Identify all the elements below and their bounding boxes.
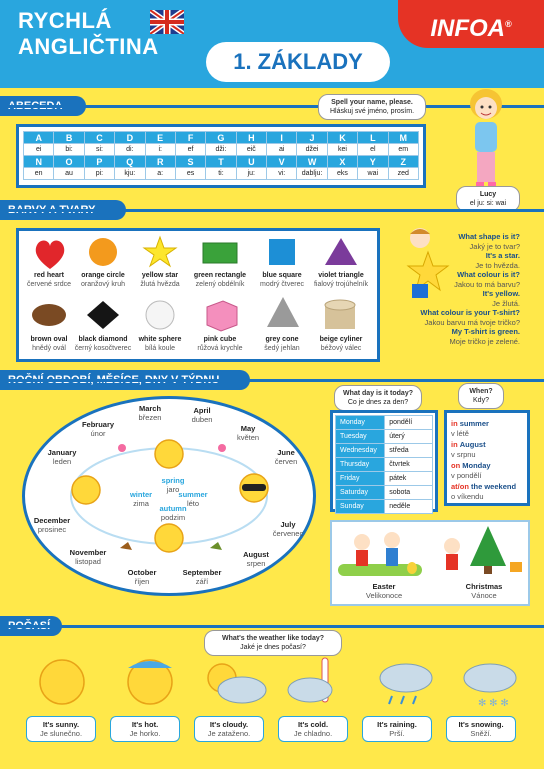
- brand-name: INFOA: [430, 15, 506, 42]
- weather-label: [362, 716, 432, 742]
- alphabet-letter: G: [206, 132, 236, 144]
- day-row: [336, 444, 433, 458]
- flower-icon: [218, 444, 226, 452]
- day-cz: sobota: [385, 486, 433, 500]
- alphabet-letter: A: [24, 132, 54, 144]
- easter-egg-icon: [407, 562, 417, 574]
- poster-title: [18, 8, 159, 60]
- girl-lucy-illustration: [458, 88, 514, 198]
- alphabet-sound-row: [24, 168, 419, 180]
- day-en: Monday: [336, 416, 385, 430]
- month-en: April: [193, 406, 211, 415]
- month-en: August: [243, 550, 269, 559]
- subtitle: 1. ZÁKLADY: [206, 42, 390, 82]
- shape-name-cz: černý kosočtverec: [74, 345, 132, 352]
- alphabet-sound: ju:: [236, 168, 266, 180]
- shape-label: [73, 271, 133, 289]
- when-word: the weekend: [471, 482, 517, 491]
- alphabet-sound-row: [24, 144, 419, 156]
- alphabet-letter: Z: [388, 156, 419, 168]
- triangle-icon: [325, 238, 357, 265]
- month-en: March: [138, 404, 162, 413]
- weather-question: What's the weather like today?: [221, 635, 325, 642]
- month-en: December: [33, 516, 71, 525]
- day-cz: úterý: [385, 430, 433, 444]
- shape-name-en: green rectangle: [193, 272, 247, 279]
- qa-question: What colour is it?: [457, 270, 520, 279]
- alphabet-letter: T: [206, 156, 236, 168]
- day-row: [336, 500, 433, 514]
- shape-label: [73, 335, 133, 353]
- weather-en: It's cold.: [297, 720, 329, 729]
- shape-label: [130, 271, 190, 289]
- month-label: [226, 424, 270, 442]
- day-en: Wednesday: [336, 444, 385, 458]
- month-en: October: [127, 568, 157, 577]
- shape-name-cz: béžový válec: [320, 345, 362, 352]
- alphabet-sound: dablju:: [297, 168, 327, 180]
- svg-text:✻ ✻ ✻: ✻ ✻ ✻: [478, 698, 509, 709]
- leaf-icon: [120, 542, 132, 550]
- when-box: [444, 410, 530, 506]
- title-line-1: RYCHLÁ: [18, 8, 112, 33]
- season-cz: jaro: [166, 485, 180, 494]
- shape-label: [252, 335, 312, 353]
- lucy-name: Lucy: [479, 191, 497, 198]
- month-label: [30, 516, 74, 534]
- month-label: [128, 404, 172, 422]
- holidays-box: [330, 520, 530, 606]
- alphabet-letter: L: [358, 132, 388, 144]
- weather-cz: Je slunečno.: [39, 729, 83, 738]
- alphabet-letter: C: [84, 132, 114, 144]
- day-cz: pondělí: [385, 416, 433, 430]
- day-en: Friday: [336, 472, 385, 486]
- section-rule: [0, 625, 544, 628]
- month-en: January: [47, 448, 77, 457]
- leaf-icon: [210, 542, 222, 550]
- shape-label: [130, 335, 190, 353]
- sunny-icon: [40, 660, 84, 704]
- alphabet-sound: au: [54, 168, 84, 180]
- sun-autumn-icon: [155, 524, 183, 552]
- when-line: [451, 461, 523, 471]
- day-en: Thursday: [336, 458, 385, 472]
- spell-question: Spell your name, please.: [331, 99, 413, 106]
- alphabet-sound: em: [388, 144, 419, 156]
- weather-en: It's hot.: [131, 720, 159, 729]
- days-box: [330, 410, 438, 512]
- shape-label: [190, 335, 250, 353]
- qa-answer: Jakou barvu má tvoje tričko?: [424, 317, 520, 327]
- lucy-phonetic: el ju: si: wai: [469, 200, 507, 207]
- month-label: [234, 550, 278, 568]
- season-cz: zima: [133, 499, 149, 508]
- shape-label: [311, 335, 371, 353]
- when-cz: v létě: [451, 428, 469, 438]
- christmas-tree-icon: [470, 526, 506, 566]
- oval-icon: [32, 304, 66, 326]
- shape-name-en: pink cube: [203, 336, 237, 343]
- holiday-en: Christmas: [465, 582, 503, 591]
- alphabet-sound: ei: [24, 144, 54, 156]
- alphabet-letter: Q: [115, 156, 145, 168]
- day-row: [336, 416, 433, 430]
- alphabet-letter: H: [236, 132, 266, 144]
- shape-name-cz: oranžový kruh: [81, 281, 125, 288]
- shape-name-en: white sphere: [138, 336, 182, 343]
- shape-name-en: black diamond: [78, 336, 128, 343]
- shape-label: [190, 271, 250, 289]
- shape-name-cz: hnědý ovál: [32, 345, 66, 352]
- square-icon: [269, 239, 295, 265]
- when-preposition: on: [451, 461, 461, 470]
- day-en: Saturday: [336, 486, 385, 500]
- when-question: When?: [469, 388, 493, 395]
- uk-flag-icon: [150, 10, 184, 34]
- alphabet-sound: pi:: [84, 168, 114, 180]
- day-cz: pátek: [385, 472, 433, 486]
- month-label: [180, 568, 224, 586]
- day-row: [336, 458, 433, 472]
- alphabet-sound: džei: [297, 144, 327, 156]
- alphabet-letter-row: [24, 156, 419, 168]
- qa-answer: Jaký je to tvar?: [469, 241, 520, 251]
- cloud-icon: [218, 677, 266, 703]
- alphabet-letter: F: [175, 132, 205, 144]
- alphabet-sound: ti:: [206, 168, 236, 180]
- shape-name-en: red heart: [34, 272, 64, 279]
- alphabet-sound: ai: [267, 144, 297, 156]
- alphabet-sound: wai: [358, 168, 388, 180]
- shape-qa: [412, 232, 520, 346]
- when-cz: v pondělí: [451, 470, 482, 480]
- alphabet-sound: dži:: [206, 144, 236, 156]
- days-question: What day is it today?: [342, 390, 413, 397]
- season-cz: podzim: [160, 513, 186, 522]
- weather-label: [194, 716, 264, 742]
- qa-question: What colour is your T-shirt?: [420, 308, 520, 317]
- alphabet-sound: di:: [115, 144, 145, 156]
- alphabet-letter: W: [297, 156, 327, 168]
- alphabet-letter: P: [84, 156, 114, 168]
- shape-name-en: orange circle: [81, 272, 125, 279]
- rectangle-icon: [203, 243, 237, 263]
- month-cz: září: [195, 577, 209, 586]
- month-cz: prosinec: [37, 525, 67, 534]
- shape-name-cz: červené srdce: [27, 281, 71, 288]
- qa-question: It's yellow.: [482, 289, 520, 298]
- alphabet-letter: E: [145, 132, 175, 144]
- when-preposition: in: [451, 440, 458, 449]
- month-label: [180, 406, 224, 424]
- qa-question: My T-shirt is green.: [451, 327, 520, 336]
- alphabet-sound: si:: [84, 144, 114, 156]
- month-en: June: [277, 448, 295, 457]
- season-en: spring: [161, 476, 185, 485]
- weather-en: It's sunny.: [42, 720, 80, 729]
- month-cz: srpen: [246, 559, 266, 568]
- alphabet-sound: es: [175, 168, 205, 180]
- holiday-label: [356, 582, 412, 600]
- shape-name-en: violet triangle: [318, 272, 364, 279]
- shape-name-cz: bílá koule: [145, 345, 175, 352]
- when-preposition: in: [451, 419, 458, 428]
- sphere-icon: [146, 301, 174, 329]
- shape-name-cz: fialový trojúhelník: [313, 281, 369, 288]
- alphabet-letter: Y: [358, 156, 388, 168]
- season-cz: léto: [186, 499, 200, 508]
- spell-answer: Hláskuj své jméno, prosím.: [329, 108, 415, 115]
- when-line: [451, 419, 523, 429]
- weather-cz: Sněží.: [470, 729, 492, 738]
- month-cz: leden: [52, 457, 72, 466]
- brand-logo: [398, 0, 544, 48]
- month-cz: červen: [274, 457, 298, 466]
- alphabet-sound: bi:: [54, 144, 84, 156]
- weather-drawing: [20, 650, 530, 712]
- qa-answer: Je to hvězda.: [475, 260, 520, 270]
- shape-name-en: brown oval: [30, 336, 68, 343]
- month-cz: říjen: [134, 577, 150, 586]
- alphabet-sound: i:: [145, 144, 175, 156]
- when-cz: o víkendu: [451, 491, 484, 501]
- weather-en: It's cloudy.: [209, 720, 249, 729]
- month-label: [266, 520, 310, 538]
- spell-bubble: [318, 94, 426, 120]
- shapes-box: [16, 228, 380, 362]
- shape-name-cz: růžová krychle: [197, 345, 243, 352]
- weather-cz: Je chladno.: [293, 729, 333, 738]
- shape-name-en: blue square: [262, 272, 302, 279]
- cube-icon: [207, 301, 237, 331]
- alphabet-letter: U: [236, 156, 266, 168]
- alphabet-letter: D: [115, 132, 145, 144]
- alphabet-letter: J: [297, 132, 327, 144]
- when-word: Monday: [462, 461, 491, 470]
- alphabet-sound: ef: [175, 144, 205, 156]
- shape-name-en: grey cone: [265, 336, 299, 343]
- qa-answer: Je žlutá.: [492, 298, 520, 308]
- title-line-2: ANGLIČTINA: [18, 34, 159, 59]
- section-rule: [0, 209, 544, 212]
- month-cz: únor: [90, 429, 106, 438]
- shape-name-en: yellow star: [141, 272, 179, 279]
- when-line: [451, 482, 523, 492]
- month-en: July: [280, 520, 296, 529]
- when-word: August: [459, 440, 486, 449]
- month-cz: červenec: [272, 529, 304, 538]
- when-bubble: [458, 383, 504, 409]
- month-en: February: [81, 420, 115, 429]
- when-line: [451, 440, 523, 450]
- weather-label: [26, 716, 96, 742]
- when-cz: v srpnu: [451, 449, 476, 459]
- month-label: [120, 568, 164, 586]
- weather-cz: Prší.: [389, 729, 405, 738]
- weather-en: It's snowing.: [458, 720, 504, 729]
- rain-cloud-icon: [380, 664, 432, 692]
- month-en: May: [240, 424, 256, 433]
- shape-label: [19, 335, 79, 353]
- qa-question: What shape is it?: [458, 232, 520, 241]
- alphabet-sound: vi:: [267, 168, 297, 180]
- weather-en: It's raining.: [377, 720, 417, 729]
- day-cz: středa: [385, 444, 433, 458]
- alphabet-letter: S: [175, 156, 205, 168]
- month-cz: březen: [138, 413, 162, 422]
- days-answer: Co je dnes za den?: [347, 399, 409, 406]
- alphabet-sound: en: [24, 168, 54, 180]
- shape-name-cz: šedý jehlan: [264, 345, 300, 352]
- shape-name-cz: žlutá hvězda: [140, 281, 180, 288]
- section-rule: [0, 379, 544, 382]
- diamond-icon: [87, 301, 119, 329]
- sun-winter-icon: [72, 476, 100, 504]
- alphabet-sound: a:: [145, 168, 175, 180]
- shape-label: [252, 271, 312, 289]
- when-answer: Kdy?: [473, 397, 489, 404]
- alphabet-letter: R: [145, 156, 175, 168]
- holiday-en: Easter: [372, 582, 396, 591]
- alphabet-letter-row: [24, 132, 419, 144]
- month-cz: květen: [236, 433, 260, 442]
- star-icon: [144, 237, 176, 266]
- day-row: [336, 486, 433, 500]
- when-word: summer: [459, 419, 489, 428]
- day-row: [336, 430, 433, 444]
- holiday-label: [456, 582, 512, 600]
- month-label: [66, 548, 110, 566]
- alphabet-letter: K: [327, 132, 357, 144]
- alphabet-letter: X: [327, 156, 357, 168]
- weather-label: [110, 716, 180, 742]
- snow-cloud-icon: [464, 664, 516, 692]
- qa-question: It's a star.: [485, 251, 520, 260]
- day-en: Tuesday: [336, 430, 385, 444]
- weather-answer: Jaké je dnes počasí?: [240, 644, 306, 651]
- alphabet-sound: eič: [236, 144, 266, 156]
- shape-name-cz: zelený obdélník: [195, 281, 245, 288]
- day-row: [336, 472, 433, 486]
- when-preposition: at/on: [451, 482, 469, 491]
- qa-answer: Jakou to má barvu?: [454, 279, 520, 289]
- alphabet-letter: O: [54, 156, 84, 168]
- alphabet-letter: N: [24, 156, 54, 168]
- weather-label: [446, 716, 516, 742]
- shape-name-cz: modrý čtverec: [260, 281, 304, 288]
- shape-name-en: beige cyliner: [319, 336, 363, 343]
- season-en: winter: [129, 490, 153, 499]
- weather-label: [278, 716, 348, 742]
- month-cz: duben: [191, 415, 213, 424]
- holiday-cz: Vánoce: [471, 591, 497, 600]
- days-bubble: [334, 385, 422, 411]
- holidays-drawing: [332, 522, 532, 582]
- alphabet-table: [23, 131, 419, 180]
- month-label: [264, 448, 308, 466]
- holiday-cz: Velikonoce: [365, 591, 403, 600]
- alphabet-box: [16, 124, 426, 188]
- month-label: [76, 420, 120, 438]
- qa-answer: Moje tričko je zelené.: [449, 336, 520, 346]
- flower-icon: [118, 444, 126, 452]
- day-cz: neděle: [385, 500, 433, 514]
- days-table: [335, 415, 433, 514]
- alphabet-letter: M: [388, 132, 419, 144]
- month-en: September: [182, 568, 222, 577]
- weather-cz: Je horko.: [129, 729, 161, 738]
- alphabet-sound: kju:: [115, 168, 145, 180]
- sun-spring-icon: [155, 440, 183, 468]
- alphabet-sound: el: [358, 144, 388, 156]
- shape-label: [311, 271, 371, 289]
- season-en: autumn: [159, 504, 187, 513]
- alphabet-letter: V: [267, 156, 297, 168]
- month-label: [40, 448, 84, 466]
- shape-label: [19, 271, 79, 289]
- circle-icon: [89, 238, 117, 266]
- gift-icon: [510, 562, 522, 572]
- alphabet-sound: eks: [327, 168, 357, 180]
- weather-cz: Je zataženo.: [207, 729, 251, 738]
- season-label: [152, 504, 194, 522]
- month-cz: listopad: [75, 557, 101, 566]
- cone-icon: [267, 297, 299, 327]
- season-en: summer: [178, 490, 208, 499]
- day-cz: čtvrtek: [385, 458, 433, 472]
- alphabet-letter: B: [54, 132, 84, 144]
- day-en: Sunday: [336, 500, 385, 514]
- month-en: November: [69, 548, 107, 557]
- alphabet-letter: I: [267, 132, 297, 144]
- alphabet-sound: zed: [388, 168, 419, 180]
- brand-mark: ®: [505, 19, 512, 29]
- alphabet-sound: kei: [327, 144, 357, 156]
- heart-icon: [36, 241, 64, 269]
